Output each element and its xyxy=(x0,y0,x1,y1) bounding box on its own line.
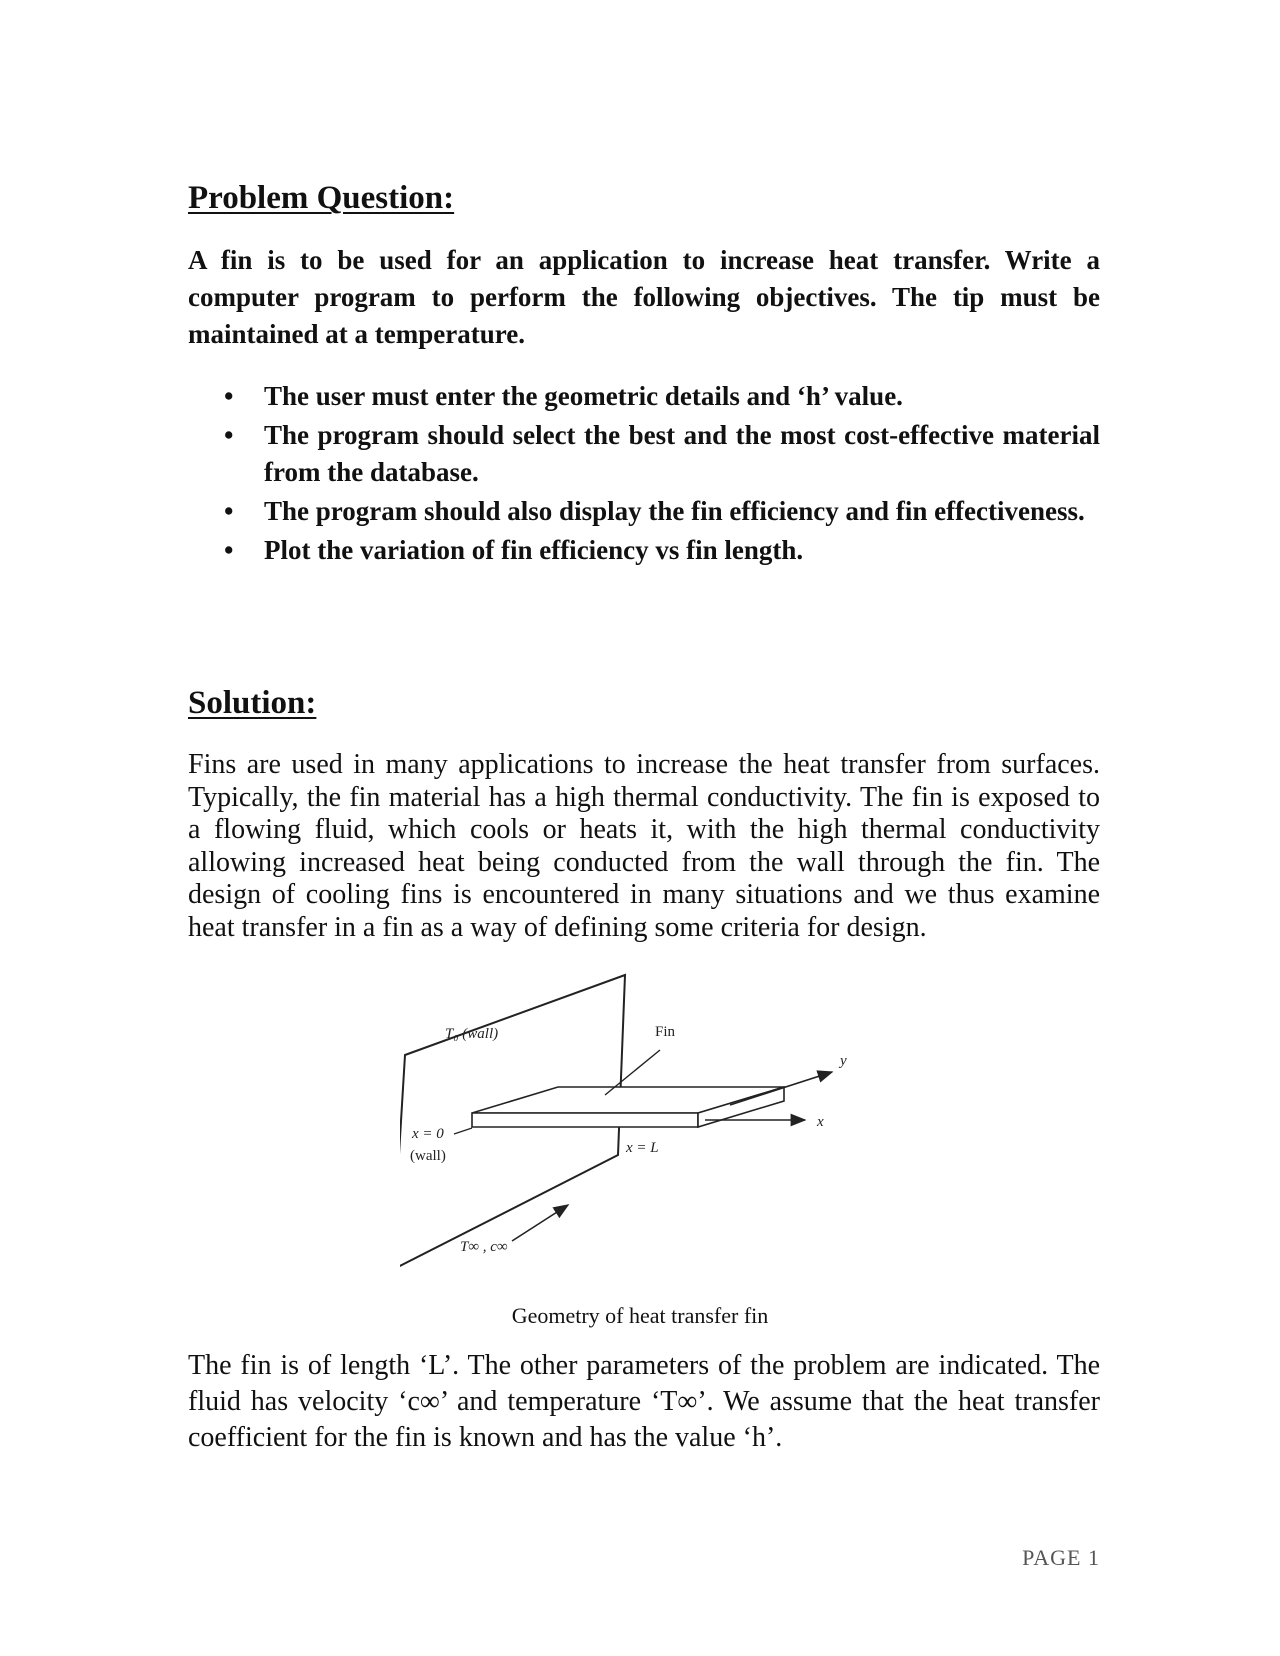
x-axis-label: x xyxy=(817,1114,824,1130)
objectives-list xyxy=(188,378,1100,571)
list-item xyxy=(188,378,1100,415)
y-axis-label: y xyxy=(840,1053,847,1069)
objective-text: Plot the variation of fin efficiency vs fin length. xyxy=(264,535,804,565)
solution-paragraph: Fins are used in many applications to increase the heat transfer from surfaces. Typically, the fin material has a high thermal conductivity. The fin is exposed to a flowing fluid, which cools or heats it, with the high thermal conductivity allowing increased heat being conducted from the wall through the fin. The design of cooling fins is encountered in many situations and we thus examine heat transfer in a fin as a way of defining some criteria for design. xyxy=(188,749,1100,943)
fluid-conditions-label: T∞ , c∞ xyxy=(460,1239,508,1255)
fin-diagram xyxy=(400,965,920,1275)
page-number: PAGE 1 xyxy=(1022,1545,1100,1570)
xL-label: x = L xyxy=(626,1140,659,1156)
wall-temperature-label: T₀ (wall) xyxy=(445,1026,499,1042)
solution-heading: Solution: xyxy=(188,685,317,721)
wall-label: (wall) xyxy=(410,1148,446,1164)
fin-label: Fin xyxy=(655,1024,676,1040)
objective-text: The program should select the best and the most cost-effective material from the database. xyxy=(264,420,1100,487)
fin-geometry-figure xyxy=(400,965,920,1275)
bullet-icon: • xyxy=(224,496,234,526)
bullet-icon: • xyxy=(224,420,234,450)
list-item xyxy=(188,493,1100,530)
bullet-icon: • xyxy=(224,535,234,565)
fluid-flow-arrow xyxy=(512,1205,568,1241)
problem-heading: Problem Question: xyxy=(188,180,455,216)
list-item xyxy=(188,532,1100,569)
fin-front-face xyxy=(472,1113,698,1127)
x0-pointer-line xyxy=(454,1128,472,1134)
list-item xyxy=(188,417,1100,491)
x0-label: x = 0 xyxy=(412,1126,444,1142)
problem-intro: A fin is to be used for an application to increase heat transfer. Write a computer program to perform the following objectives. The tip must be maintained at a temperature. xyxy=(188,245,1100,349)
closing-paragraph: The fin is of length ‘L’. The other parameters of the problem are indicated. The fluid has velocity ‘c∞’ and temperature ‘T∞’. We assume that the heat transfer coefficient for the fin is known and has the value ‘h’. xyxy=(188,1350,1100,1453)
figure-caption: Geometry of heat transfer fin xyxy=(511,1303,769,1328)
bullet-icon: • xyxy=(224,381,234,411)
objective-text: The program should also display the fin efficiency and fin effectiveness. xyxy=(264,496,1085,526)
objective-text: The user must enter the geometric details and ‘h’ value. xyxy=(264,381,903,411)
